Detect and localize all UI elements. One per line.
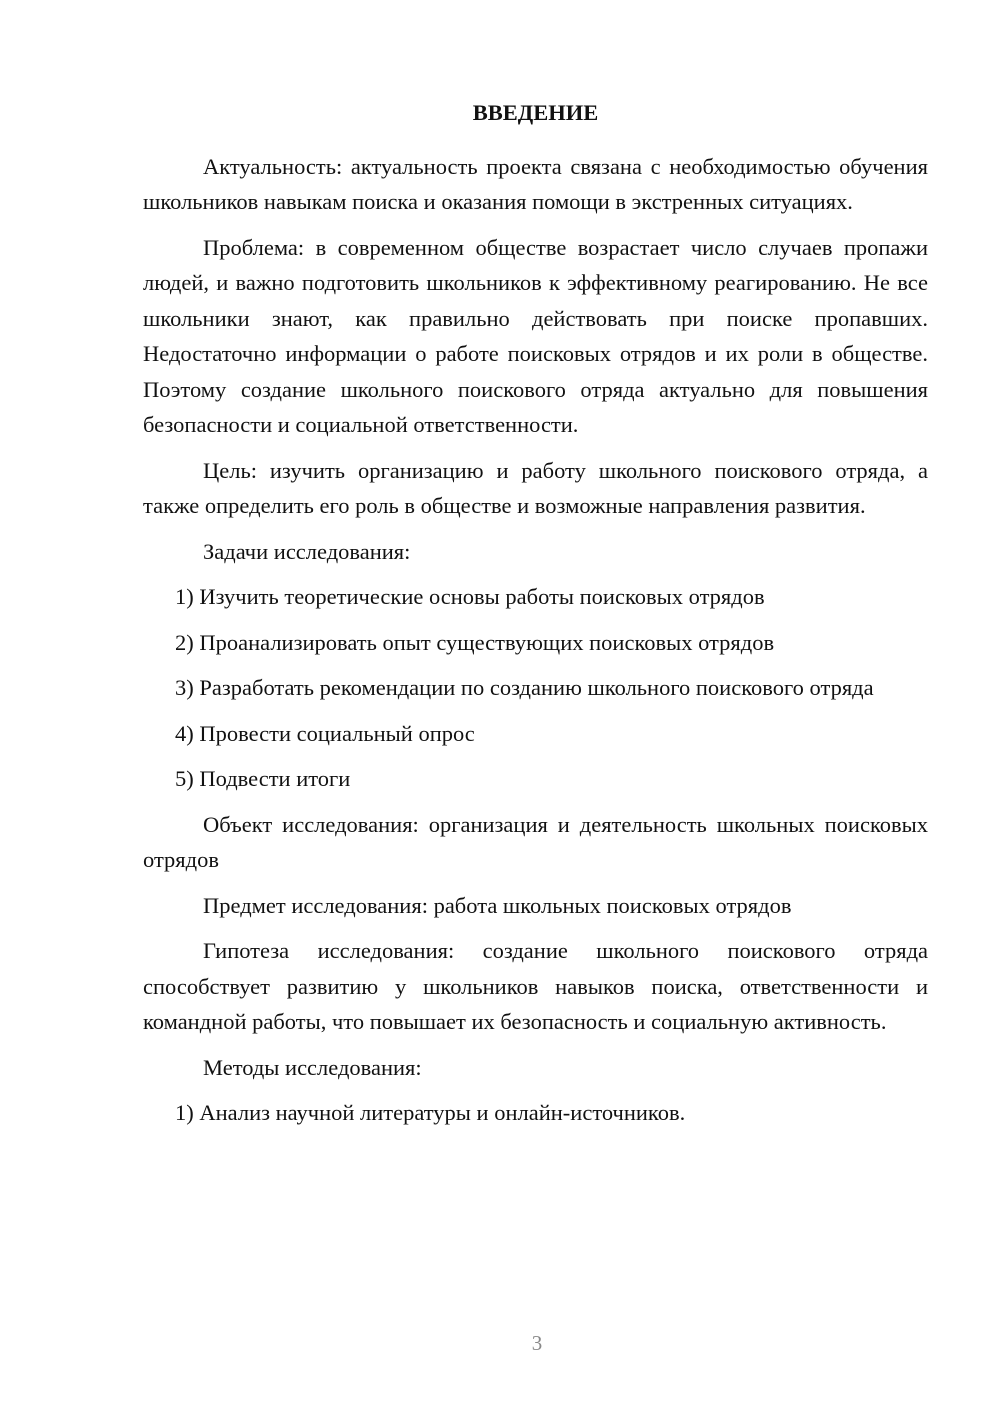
task-item: 2) Проанализировать опыт существующих поисковых отрядов [175,629,775,655]
hypothesis-paragraph: Гипотеза исследования: создание школьного поискового отряда способствует развитию у школьников навыков поиска, ответственности и командной работы, что повышает их безопасность и социальную активность. [143,938,928,1034]
methods-title: Методы исследования: [203,1054,422,1080]
task-item: 3) Разработать рекомендации по созданию школьного поискового отряда [175,675,874,700]
task-item: 4) Провести социальный опрос [175,720,475,746]
subject-paragraph: Предмет исследования: работа школьных поисковых отрядов [203,892,792,918]
problem-paragraph: Проблема: в современном обществе возрастает число случаев пропажи людей, и важно подготовить школьников к эффективному реагированию. Не все школьники знают, как правильно действовать при поиске пропавших. Недостаточно информации о работе поисковых отрядов и их роли в обществе. Поэтому создание школьного поискового отряда актуально для повышения безопасности и социальной ответственности. [143,234,928,437]
object-paragraph: Объект исследования: организация и деятельность школьных поисковых отрядов [143,811,928,872]
task-item: 5) Подвести итоги [175,766,351,791]
relevance-paragraph: Актуальность: актуальность проекта связана с необходимостью обучения школьников навыкам поиска и оказания помощи в экстренных ситуациях. [143,153,928,214]
section-heading: ВВЕДЕНИЕ [472,100,599,125]
task-item: 1) Изучить теоретические основы работы поисковых отрядов [175,584,765,609]
tasks-title: Задачи исследования: [203,538,411,564]
goal-paragraph: Цель: изучить организацию и работу школьного поискового отряда, а также определить его роль в обществе и возможные направления развития. [143,457,928,518]
page-number: 3 [531,1331,543,1355]
page-content [143,95,928,1141]
method-item: 1) Анализ научной литературы и онлайн-источников. [175,1100,686,1125]
